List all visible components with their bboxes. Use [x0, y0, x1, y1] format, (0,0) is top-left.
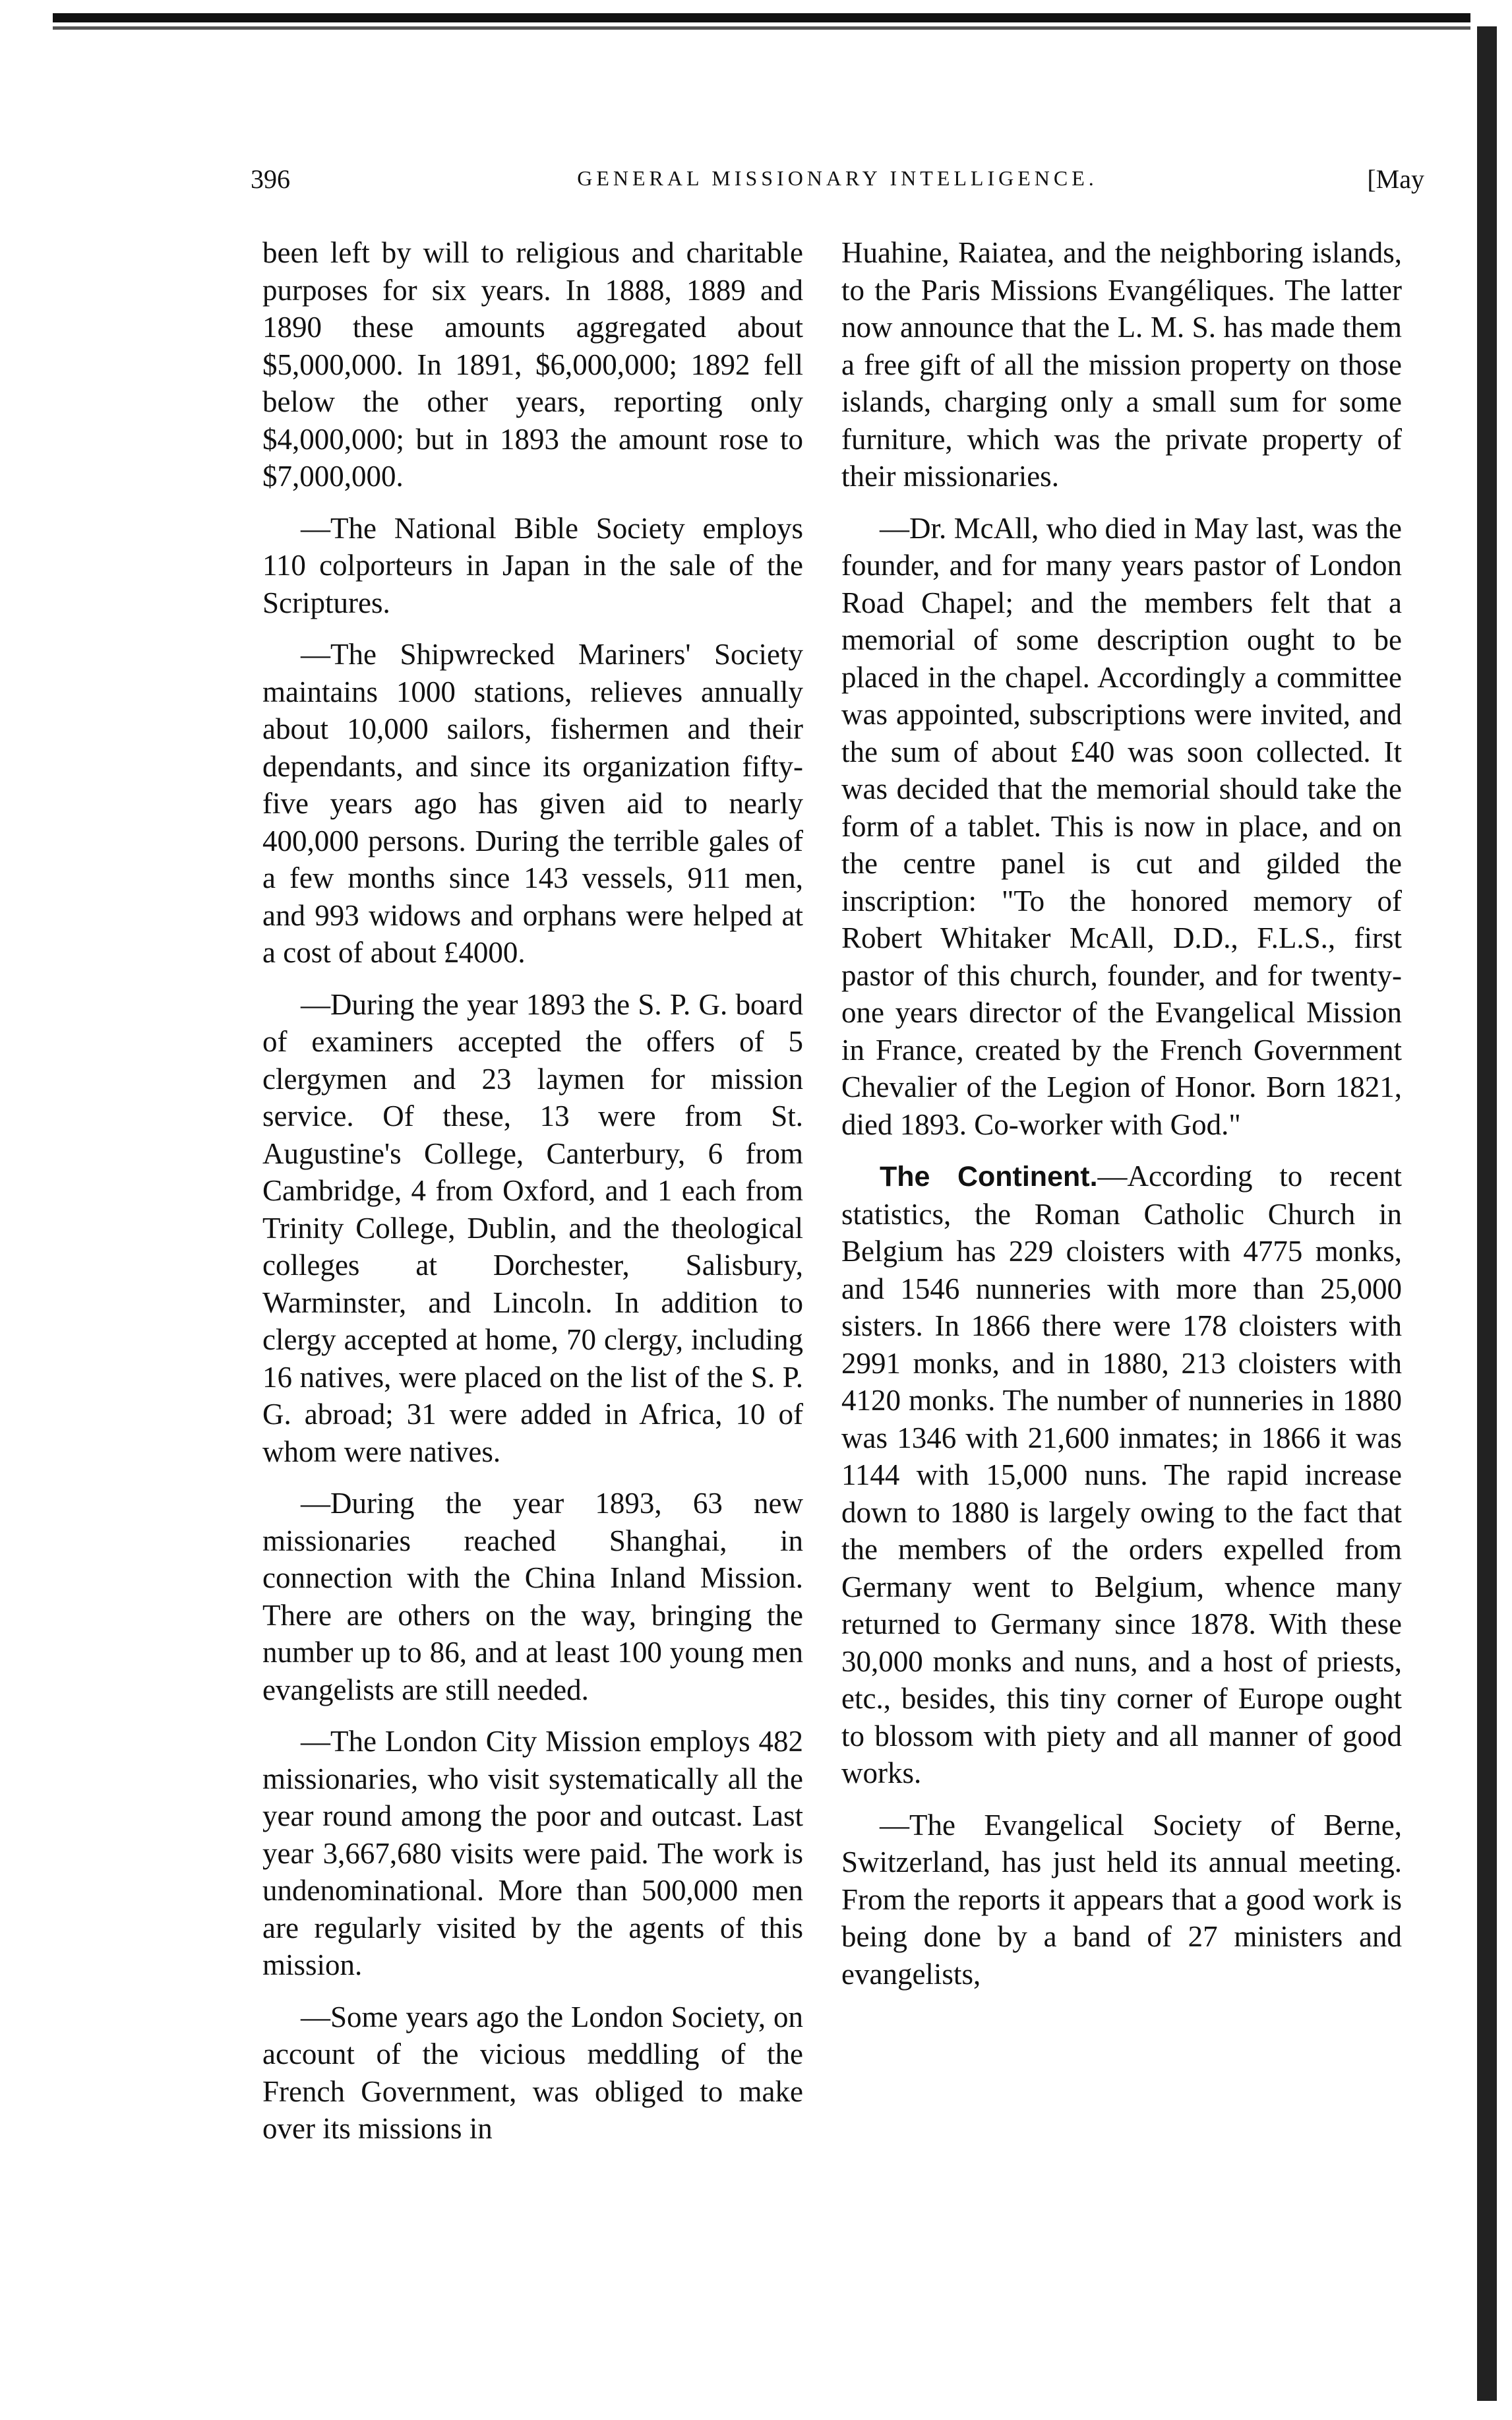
paragraph — [262, 1723, 803, 1984]
paragraph-text: —According to recent statistics, the Roman Catholic Church in Belgium has 229 cloisters with 4775 monks, and 1546 nunneries with more than 25,000 sisters. In 1866 there were 178 cloisters with 2991 monks, and in 1880, 213 cloisters with 4120 monks. The number of nunneries in 1880 was 1346 with 21,600 inmates; in 1866 it was 1144 with 15,000 nuns. The rapid increase down to 1880 is largely owing to the fact that the members of the orders expelled from Germany went to Belgium, whence many returned to Germany since 1878. With these 30,000 monks and nuns, and a host of priests, etc., besides, this tiny corner of Europe ought to blossom with piety and all manner of good works. — [841, 1160, 1402, 1789]
paragraph-text: —During the year 1893, 63 new missionaries reached Shanghai, in connection with the China Inland Mission. There are others on the way, bringing the number up to 86, and at least 100 young men evangelists are still needed. — [262, 1487, 803, 1706]
top-border-rule-thin — [53, 26, 1470, 30]
paragraph — [841, 234, 1402, 495]
paragraph — [262, 1485, 803, 1708]
paragraph — [262, 986, 803, 1471]
paragraph-text: —The National Bible Society employs 110 colporteurs in Japan in the sale of the Scriptures. — [262, 511, 803, 619]
paragraph — [841, 1158, 1402, 1792]
running-header — [251, 164, 1424, 203]
paragraph-text: Huahine, Raiatea, and the neighboring islands, to the Paris Missions Evangéliques. The latter now announce that the L. M. S. has made them a free gift of all the mission property on those islands, charging only a small sum for some furniture, which was the private property of their missionaries. — [841, 236, 1402, 493]
page-edge-shadow — [1477, 26, 1497, 2401]
header-month: [May — [1367, 164, 1424, 194]
right-column — [841, 234, 1402, 2007]
left-column — [262, 234, 803, 2162]
paragraph-text: —The Shipwrecked Mariners' Society maintains 1000 stations, relieves annually about 10,000 sailors, fishermen and their dependants, and since its organization fifty-five years ago has given aid to nearly 400,000 persons. During the terrible gales of a few months since 143 vessels, 911 men, and 993 widows and orphans were helped at a cost of about £4000. — [262, 638, 803, 969]
paragraph-text: been left by will to religious and charitable purposes for six years. In 1888, 1889 and 1890 these amounts aggregated about $5,000,000. In 1891, $6,000,000; 1892 fell below the other years, reporting only $4,000,000; but in 1893 the amount rose to $7,000,000. — [262, 236, 803, 493]
paragraph — [262, 510, 803, 622]
paragraph-text: —During the year 1893 the S. P. G. board of examiners accepted the offers of 5 clergymen and 23 laymen for mission service. Of these, 13 were from St. Augustine's College, Canterbury, 6 from Cambridge, 4 from Oxford, and 1 each from Trinity College, Dublin, and the theological colleges at Dorchester, Salisbury, Warminster, and Lincoln. In addition to clergy accepted at home, 70 clergy, including 16 natives, were placed on the list of the S. P. G. abroad; 31 were added in Africa, 10 of whom were natives. — [262, 987, 803, 1468]
section-heading: The Continent. — [880, 1161, 1098, 1193]
paragraph — [262, 1999, 803, 2148]
paragraph — [262, 234, 803, 495]
paragraph-text: —The Evangelical Society of Berne, Switzerland, has just held its annual meeting. From the reports it appears that a good work is being done by a band of 27 ministers and evangelists, — [841, 1808, 1402, 1991]
paragraph-text: —The London City Mission employs 482 missionaries, who visit systematically all the year round among the poor and outcast. Last year 3,667,680 visits were paid. The work is undenominational. More than 500,000 men are regularly visited by the agents of this mission. — [262, 1725, 803, 1981]
paragraph-text: —Dr. McAll, who died in May last, was the founder, and for many years pastor of London Road Chapel; and the members felt that a memorial of some description ought to be placed in the chapel. Accordingly a committee was appointed, subscriptions were invited, and the sum of about £40 was soon collected. It was decided that the memorial should take the form of a tablet. This is now in place, and on the centre panel is cut and gilded the inscription: "To the honored memory of Robert Whitaker McAll, D.D., F.L.S., first pastor of this church, founder, and for twenty-one years director of the Evangelical Mission in France, created by the French Government Chevalier of the Legion of Honor. Born 1821, died 1893. Co-worker with God." — [841, 511, 1402, 1141]
paragraph — [262, 636, 803, 972]
page-number: 396 — [251, 164, 290, 194]
top-border-rule — [53, 13, 1470, 22]
paragraph — [841, 1807, 1402, 1993]
running-title: GENERAL MISSIONARY INTELLIGENCE. — [577, 166, 1098, 190]
paragraph-text: —Some years ago the London Society, on account of the vicious meddling of the French Government, was obliged to make over its missions in — [262, 2000, 803, 2145]
paragraph — [841, 510, 1402, 1144]
